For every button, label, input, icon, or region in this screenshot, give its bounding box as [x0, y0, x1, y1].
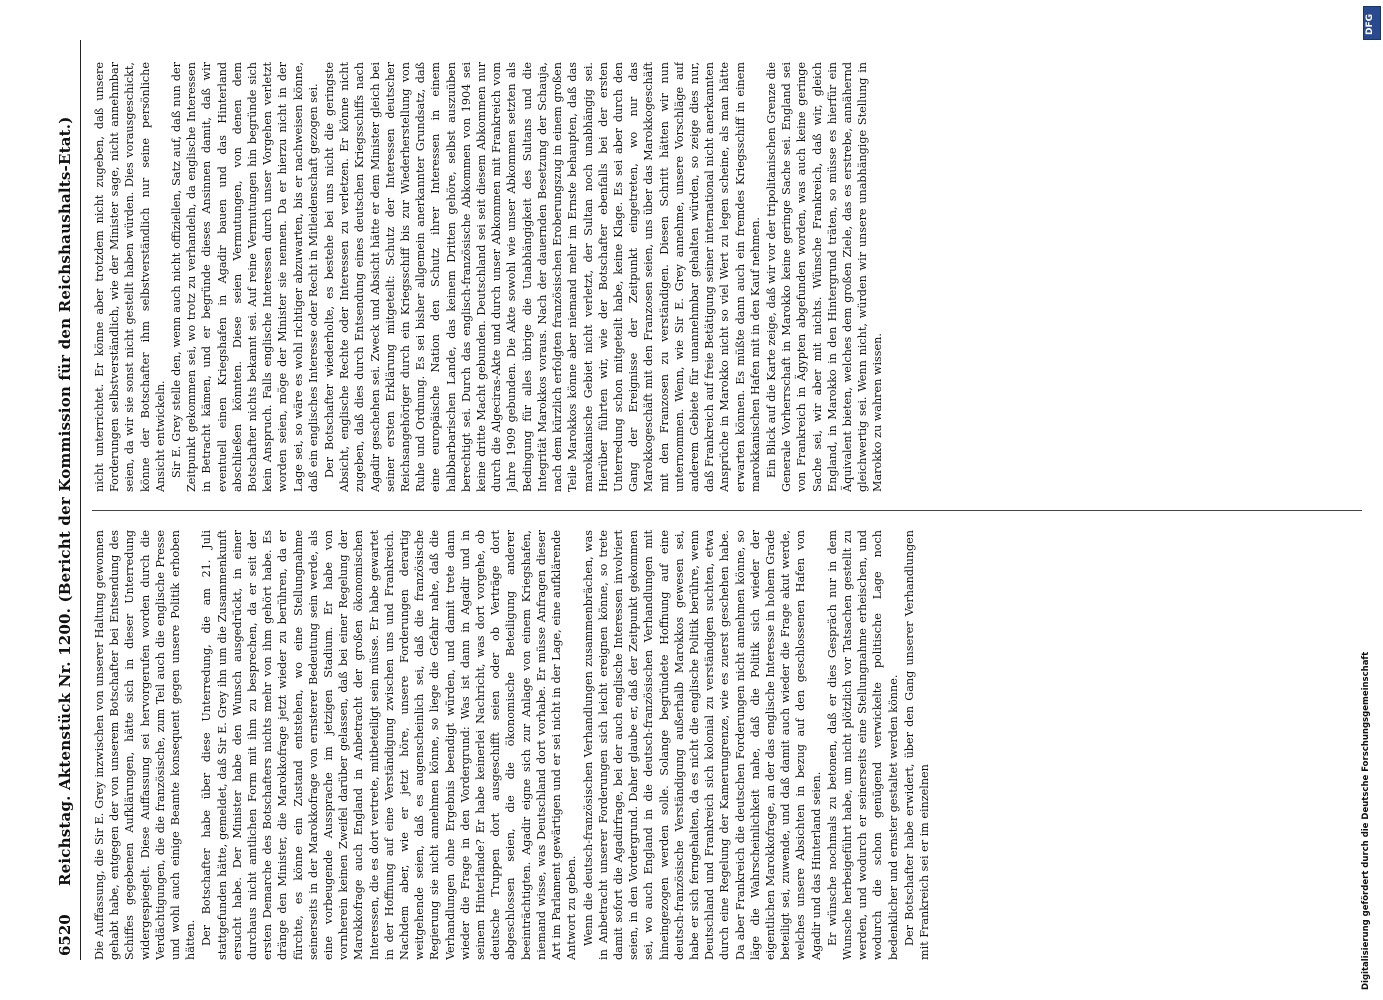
- dfg-logo-text: DFG: [1365, 13, 1375, 35]
- column-divider: [92, 510, 1362, 511]
- digitization-note: Digitalisierung gefördert durch die Deutsche Forschungsgemeinschaft: [1361, 651, 1371, 990]
- paragraph: Wenn die deutsch-französischen Verhandlungen zusammenbrächen, was in Anbetracht unserer Forderungen sich leicht ereignen könne, so trete damit sofort die Agadirfrage, bei der auch englische Interessen involviert seien, in den Vordergrund. Daher glaube er, daß der Zeitpunkt gekommen sei, wo auch England in die deutsch-französischen Verhandlungen mit hineingezogen werden solle. Solange begründete Hoffnung auf eine deutsch-französische Verständigung außerhalb Marokkos gewesen sei, habe er sich ferngehalten, da es nicht die englische Politik berühre, wenn Deutschland und Frankreich sich kolonial zu verständigen suchten, etwa durch eine Regelung der Kamerungrenze, wie es zuerst geschehen habe. Da aber Frankreich die deutschen Forderungen nicht annehmen könne, so läge die Wahrscheinlichkeit nahe, daß die Politik sich wieder der eigentlichen Marokkofrage, an der das englische Interesse in hohem Grade beteiligt sei, zuwende, und daß damit auch wieder die Frage akut werde, welches unsere Absichten in bezug auf den geschlossenen Hafen von Agadir und das Hinterland seien.: [581, 530, 823, 960]
- paragraph: Die Auffassung, die Sir E. Grey inzwischen von unserer Haltung gewonnen gehabt habe, entgegen der von unserem Botschafter bei Entsendung des Schiffes gegebenen Aufklärungen, hätte sich in dieser Unterredung widergespiegelt. Diese Auffassung sei hervorgerufen worden durch die Verdächtigungen, die die französische, zum Teil auch die englische Presse und wohl auch einige Beamte konsequent gegen unsere Politik erhoben hätten.: [93, 530, 198, 960]
- paragraph: Ein Blick auf die Karte zeige, daß wir vor der tripolitanischen Grenze die Generale Vorherrschaft in Marokko keine geringe Sache sei. England sei von Frankreich in Ägypten abgefunden worden, was auch keine geringe Sache sei, wir aber mit nichts. Wünsche Frankreich, daß wir, gleich England, in Marokko in den Hintergrund träten, so müsse es hierfür ein Äquivalent bieten, welches dem großen Ziele, das es erstrebe, annähernd gleichwertig sei. Wenn nicht, würden wir unsere unabhängige Stellung in Marokko zu wahren wissen.: [764, 62, 885, 492]
- paragraph: Der Botschafter habe erwidert, über den Gang unserer Verhandlungen mit Frankreich sei er im einzelnen: [902, 530, 931, 960]
- rotated-document-page: [50, 40, 1370, 960]
- right-text-column: [92, 62, 1362, 492]
- page-header: [50, 40, 81, 960]
- paragraph: Der Botschafter habe über diese Unterredung, die am 21. Juli stattgefunden hätte, gemeldet, daß Sir E. Grey ihn um die Zusammenkunft ersucht habe. Der Minister habe den Wunsch ausgedrückt, in einer durchaus nicht amtlichen Form mit ihm zu besprechen, da er seit der ersten Demarche des Botschafters nichts mehr von ihm gehört habe. Es dränge den Minister, die Marokkofrage jetzt wieder zu berühren, da er fürchte, es könne ein Zustand entstehen, wo eine Stellungnahme seinerseits in der Marokkofrage von ernsterer Bedeutung sein werde, als eine vorbeugende Aussprache im jetzigen Stadium. Er habe von vornherein keinen Zweifel darüber gelassen, daß bei einer Regelung der Marokkofrage auch England in Anbetracht der großen ökonomischen Interessen, die es dort vertrete, mitbeteiligt sein müsse. Er habe gewartet in der Hoffnung auf eine Verständigung zwischen uns und Frankreich. Nachdem aber, wie er jetzt höre, unsere Forderungen derartig weitgehende seien, daß es augenscheinlich sei, daß die französische Regierung sie nicht annehmen könne, so liege die Gefahr nahe, daß die Verhandlungen ohne Ergebnis beendigt würden, und damit trete dann wieder die Frage in den Vordergrund: Was ist dann in Agadir und in seinem Hinterlande? Er habe keinerlei Nachricht, was dort vorgehe, ob deutsche Truppen dort ausgeschifft seien oder ob Verträge dort abgeschlossen seien, die die ökonomische Beteiligung anderer beeinträchtigten. Agadir eigne sich zur Anlage von einem Kriegshafen, niemand wisse, was Deutschland dort vorhabe. Er müsse Anfragen dieser Art im Parlament gewärtigen und er sei nicht in der Lage, eine aufklärende Antwort zu geben.: [200, 530, 579, 960]
- paragraph: Er wünsche nochmals zu betonen, daß er dies Gespräch nur in dem Wunsche herbeigeführt habe, um nicht plötzlich vor Tatsachen gestellt zu werden, und wodurch er seinerseits eine Stellungnahme erheischen, und wodurch die schon genügend verwickelte politische Lage noch bedenklicher und ernster gestaltet werden könne.: [825, 530, 900, 960]
- page-number: 6520: [56, 914, 74, 956]
- page-title: Reichstag. Aktenstück Nr. 1200. (Bericht der Kommission für den Reichshaushalts-Etat.): [56, 116, 74, 886]
- paragraph: Sir E. Grey stelle den, wenn auch nicht offiziellen, Satz auf, daß nun der Zeitpunkt gekommen sei, wo trotz zu verhandeln, da englische Interessen in Betracht kämen, und er begründe dieses Ansinnen damit, daß wir eventuell einen Kriegshafen in Agadir bauen und das Hinterland abschließen könnten. Diese seien Vermutungen, von denen dem Botschafter nichts bekannt sei. Auf reine Vermutungen hin begründe sich kein Anspruch. Falls englische Interessen durch unser Vorgehen verletzt worden seien, möge der Minister sie nennen. Da er hierzu nicht in der Lage sei, so wäre es wohl richtiger abzuwarten, bis er nachweisen könne, daß ein englisches Interesse oder Recht in Mitleidenschaft gezogen sei.: [170, 62, 320, 492]
- left-text-column: [92, 530, 1362, 960]
- dfg-logo: [1363, 6, 1381, 40]
- paragraph: Der Botschafter wiederholte, es bestehe bei uns nicht die geringste Absicht, englische Rechte oder Interessen zu verletzen. Er könne nicht zugeben, daß dies durch Entsendung eines deutschen Kriegsschiffs nach Agadir geschehen sei. Zweck und Absicht hätte er dem Minister gleich bei seiner ersten Erklärung mitgeteilt: Schutz der Interessen deutscher Reichsangehöriger durch ein Kriegsschiff bis zur Wiederherstellung von Ruhe und Ordnung. Es sei bisher allgemein anerkannter Grundsatz, daß eine europäische Nation den Schutz ihrer Interessen in einem halbbarbarischen Lande, das keinem Dritten gehöre, selbst auszuüben berechtigt sei. Durch das englisch-französische Abkommen von 1904 sei keine dritte Macht gebunden. Deutschland sei seit diesem Abkommen nur durch die Algeciras-Akte und durch unser Abkommen mit Frankreich vom Jahre 1909 gebunden. Die Akte sowohl wie unser Abkommen setzten als Bedingung für alles übrige die Unabhängigkeit des Sultans und die Integrität Marokkos voraus. Nach der dauernden Besetzung der Schauja, nach dem kürzlich erfolgten französischen Eroberungszug in einem großen Teile Marokkos könne aber niemand mehr im Ernste behaupten, daß das marokkanische Gebiet nicht verletzt, der Sultan noch unabhängig sei. Hierüber führten wir, wie der Botschafter ebenfalls bei der ersten Unterredung schon mitgeteilt habe, keine Klage. Es sei aber durch den Gang der Ereignisse der Zeitpunkt eingetreten, wo nur das Marokkogeschäft mit den Franzosen seien, uns über das Marokkogeschäft mit den Franzosen zu verständigen. Diesen Schritt hätten wir nun unternommen. Wenn, wie Sir E. Grey annehme, unsere Vorschläge auf anderem Gebiete für unannehmbar gehalten würden, so zeige dies nur, daß Frankreich auf freie Betätigung seiner international nicht anerkannten Ansprüche in Marokko nicht so viel Wert zu legen scheine, als man hätte erwarten können. Es müßte dann auch ein fremdes Kriegsschiff in einem marokkanischen Hafen mit in den Kauf nehmen.: [323, 62, 762, 492]
- paragraph: nicht unterrichtet. Er könne aber trotzdem nicht zugeben, daß unsere Forderungen selbstverständlich, wie der Minister sage, nicht annehmbar seien, da wir sie sonst nicht gestellt haben würden. Dies vorausgeschickt, könne der Botschafter ihm selbstverständlich nur seine persönliche Ansicht entwickeln.: [93, 62, 167, 492]
